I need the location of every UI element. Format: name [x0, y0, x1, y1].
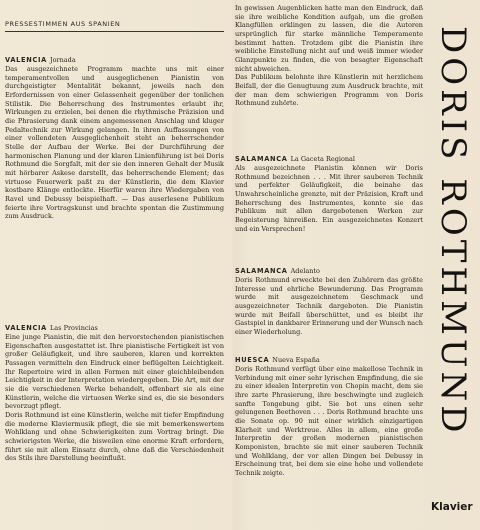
review-text: Eine junge Pianistin, die mit den hervorstechenden pianistischen Eigenschaften ausgestattet ist. Ihre pianistische Fertigkeit ist von großer Geläufigkeit, und ihre sauberen, klaren und korrekten Passagen vermitteln den Eindruck einer beflügelten Leichtigkeit. Ihr Repertoire wird in allen Formen mit einer gleichbleibenden Leichtigkeit in der Interpretation wiedergegeben. Die Art, mit der sie die verschiedenen Werke behandelt, offenbart sie als eine Künstlerin, welche die virtuosen Werke sind es, die sie besonders bevorzugt pflegt. — [5, 333, 224, 411]
review-paper: Nueva España — [272, 356, 320, 364]
review-continued — [235, 4, 423, 108]
review-paper: Jornada — [49, 56, 76, 64]
artist-name-title: DORIS ROTHMUND — [433, 26, 473, 437]
review-source — [235, 266, 423, 276]
review-city: VALENCIA — [5, 56, 47, 64]
review-salamanca-adelanto — [235, 266, 423, 337]
review-text: Das Publikum belohnte ihre Künstlerin mit herzlichem Beifall, der die Genugtuung zum Ausdruck brachte, mit der man dem schwierigen Programm von Doris Rothmund zuhörte. — [235, 73, 423, 108]
review-city: VALENCIA — [5, 324, 47, 332]
review-source — [235, 154, 423, 164]
title-column — [427, 0, 480, 530]
review-source — [5, 323, 224, 333]
review-valencia-provincias — [5, 323, 224, 463]
review-source — [235, 355, 423, 365]
review-text: Doris Rothmund verfügt über eine makellose Technik in Verbindung mit einer sehr lyrischen Empfindung, die sie zu einer idealen Interpretin von Chopin macht, dem sie ihre zarte Phrasierung, ihre beschwingte und zugleich sanfte Tongebung gibt. Sie bot uns einen sehr gelungenen Beethoven . . . Doris Rothmund brachte uns die Sonate op. 90 mit einer wirklich einzigartigen Klarheit und Werktreue. Alles in allem, eine große Interpretin der großen modernen pianistischen Komponisten, brachte sie mit einer sauberen Technik und Wohlklang, der vor allen Dingen bei Debussy in Erscheinung trat, bei dem sie eine hohe und vollendete Technik zeigte. — [235, 365, 423, 477]
review-paper: Las Provincias — [49, 324, 98, 332]
review-city: SALAMANCA — [235, 267, 288, 275]
review-text: Doris Rothmund ist eine Künstlerin, welche mit tiefer Empfindung die moderne Klaviermusik pflegt, die sie mit bemerkenswertem Wohlklang und ohne Schwierigkeiten zum Vortrag bringt. Die schwierigsten Werke, die bisweilen eine enorme Kraft erfordern, führt sie mit allem Einsatz durch, ohne daß die Verschiedenheit des Stils ihre Darstellung beeinflußt. — [5, 410, 224, 463]
middle-column — [229, 0, 427, 530]
review-city: HUESCA — [235, 356, 270, 364]
review-text: Das ausgezeichnete Programm machte uns mit einer temperamentvollen und ausgeglichenen Pianistin von durchgeistigter Mentalität bekannt, jeweils nach den Erfordernissen von einer Gelassenheit gegenüber der tonlichen Stilistik. Die Beherrschung des Instrumentes erlaubt ihr, Wirkungen zu erzielen, bei denen die rhythmische Präzision und die Phrasierung dank einem angemessenen Anschlag und kluger Pedaltechnik zur Wirkung gelangen. In ihren Auffassungen von einer vollendeten Ausgeglichenheit steht an beherrschender Stelle der Aufbau der Werke. Bei der Durchführung der harmonischen Planung und der klaren Linienführung ist bei Doris Rothmund die Sorgfalt, mit der sie den inneren Gehalt der Musik mit hörbarer Askese darstellt, das beherrschende Element; das virtuose Feuerwerk paßt zu der Künstlerin, die dem Klavier kostbare Klänge entlockte. Hierfür waren ihre Wiedergaben von Ravel und Debussy beispielhaft. — Das auserlesene Publikum feierte ihre Vortragskunst und brachte spontan die Zustimmung zum Ausdruck. — [5, 65, 224, 221]
review-text: Doris Rothmund erweckte bei den Zuhörern das größte Interesse und ehrliche Bewunderung. Das Programm wurde mit ausgezeichnetem Geschmack und ausgezeichneter Technik dargeboten. Die Pianistin wurde mit Beifall überschüttet, und es bleibt ihr Gastspiel in dankbarer Erinnerung und der Wunsch nach einer Wiederholung. — [235, 276, 423, 336]
review-huesca — [235, 355, 423, 478]
review-valencia-jornada — [5, 55, 224, 221]
section-header: PRESSESTIMMEN AUS SPANIEN — [5, 20, 224, 32]
review-city: SALAMANCA — [235, 155, 288, 163]
review-paper: La Gaceta Regional — [290, 155, 355, 163]
review-paper: Adelanto — [290, 267, 320, 275]
review-source — [5, 55, 224, 65]
review-text: In gewissen Augenblicken hatte man den Eindruck, daß sie ihre weibliche Kondition aufgab, um die großen Klangfüllen erklingen zu lassen, die die Autoren ursprünglich für starke männliche Temperamente bestimmt hatten. Trotzdem gibt die Pianistin ihre weibliche Einstellung nicht auf und weiß immer wieder Glanzpunkte zu finden, die von besagter Eigenschaft nicht abweichen. — [235, 4, 423, 73]
instrument-label: Klavier — [431, 501, 473, 513]
review-salamanca-gaceta — [235, 154, 423, 233]
left-column — [0, 0, 229, 530]
review-text: Als ausgezeichnete Pianistin können wir Doris Rothmund bezeichnen . . . Mit ihrer sauberen Technik und perfekter Geläufigkeit, die beinahe das Unwahrscheinliche grenzte, mit der Präzision, Kraft und Beherrschung des Instrumentes, konnte sie das Publikum mit allen dargebotenen Werken zur Begeisterung hinreißen. Ein ausgezeichnetes Konzert und ein Versprechen! — [235, 164, 423, 233]
